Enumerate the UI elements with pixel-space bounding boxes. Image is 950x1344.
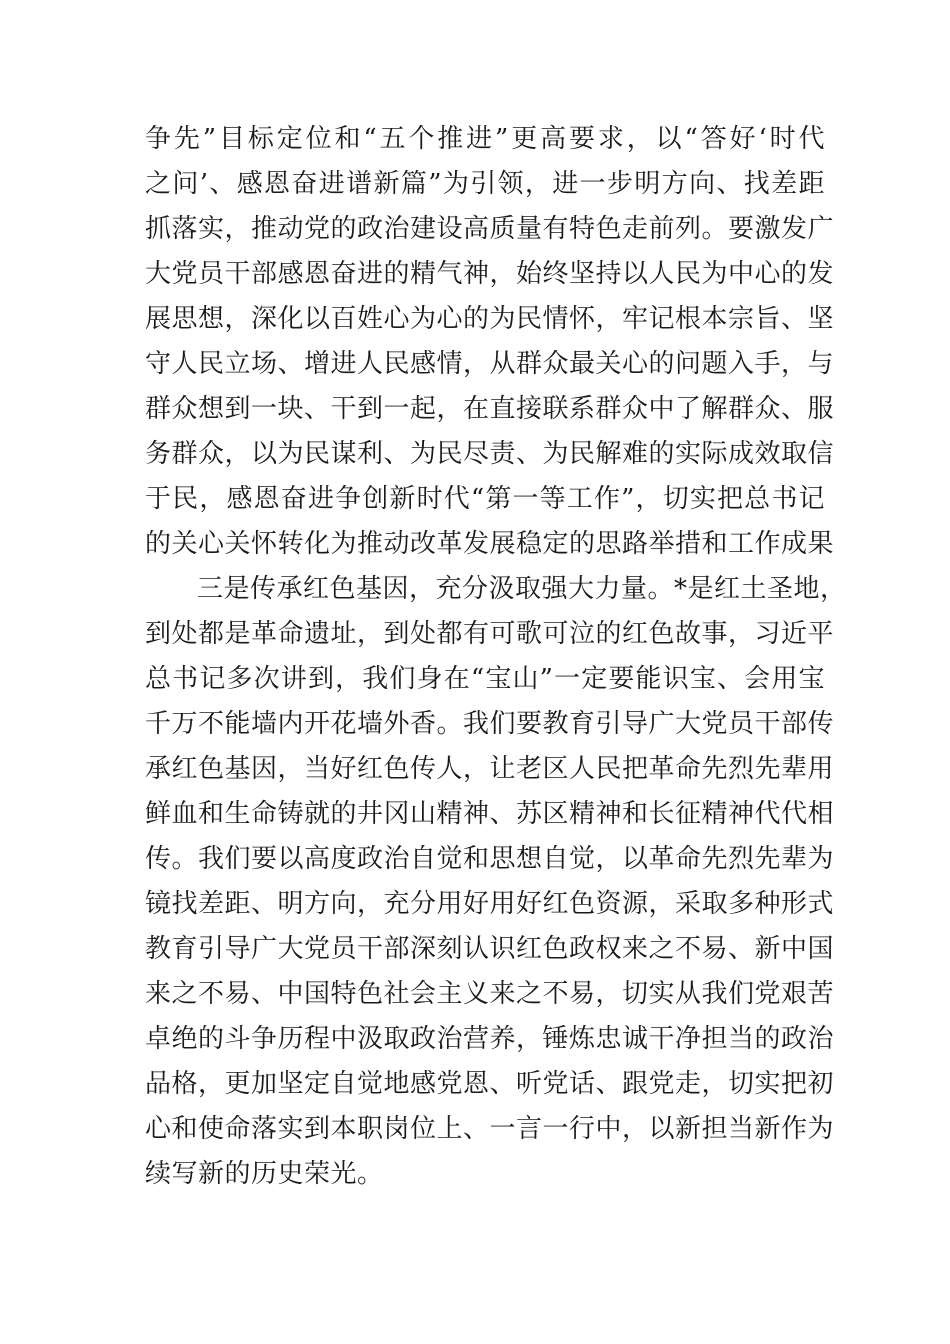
text-line: 品格，更加坚定自觉地感党恩、听党话、跟党走，切实把初: [145, 1069, 835, 1099]
text-line: 鲜血和生命铸就的井冈山精神、苏区精神和长征精神代代相: [145, 799, 835, 829]
text-line: 之问’、感恩奋进谱新篇”为引领，进一步明方向、找差距: [145, 169, 825, 199]
text-line: 于民，感恩奋进争创新时代“第一等工作”，切实把总书记: [145, 484, 825, 514]
text-line: 总书记多次讲到，我们身在“宝山”一定要能识宝、会用宝: [145, 664, 825, 694]
text-line: 争先”目标定位和“五个推进”更高要求，以“答好‘时代: [145, 124, 825, 154]
text-line: 镜找差距、明方向，充分用好用好红色资源，采取多种形式: [145, 889, 835, 919]
text-line: 群众想到一块、干到一起，在直接联系群众中了解群众、服: [145, 394, 835, 424]
text-line: 到处都是革命遗址，到处都有可歌可泣的红色故事，习近平: [145, 619, 835, 649]
text-line: 卓绝的斗争历程中汲取政治营养，锤炼忠诚干净担当的政治: [145, 1024, 835, 1054]
text-line: 务群众，以为民谋利、为民尽责、为民解难的实际成效取信: [145, 439, 835, 469]
text-line: 守人民立场、增进人民感情，从群众最关心的问题入手，与: [145, 349, 835, 379]
paragraph-heading-line: 三是传承红色基因，充分汲取强大力量。*是红土圣地，: [197, 574, 847, 604]
text-line: 教育引导广大党员干部深刻认识红色政权来之不易、新中国: [145, 934, 835, 964]
text-line: 承红色基因，当好红色传人，让老区人民把革命先烈先辈用: [145, 754, 835, 784]
text-line: 大党员干部感恩奋进的精气神，始终坚持以人民为中心的发: [145, 259, 835, 289]
text-line: 千万不能墙内开花墙外香。我们要教育引导广大党员干部传: [145, 709, 835, 739]
text-line: 的关心关怀转化为推动改革发展稳定的思路举措和工作成果: [145, 529, 835, 559]
text-line: 心和使命落实到本职岗位上、一言一行中，以新担当新作为: [145, 1114, 835, 1144]
text-line: 来之不易、中国特色社会主义来之不易，切实从我们党艰苦: [145, 979, 835, 1009]
text-line: 传。我们要以高度政治自觉和思想自觉，以革命先烈先辈为: [145, 844, 835, 874]
text-line: 续写新的历史荣光。: [145, 1159, 384, 1189]
body-text: [145, 117, 847, 1197]
text-line: 抓落实，推动党的政治建设高质量有特色走前列。要激发广: [145, 214, 835, 244]
text-line: 展思想，深化以百姓心为心的为民情怀，牢记根本宗旨、坚: [145, 304, 835, 334]
